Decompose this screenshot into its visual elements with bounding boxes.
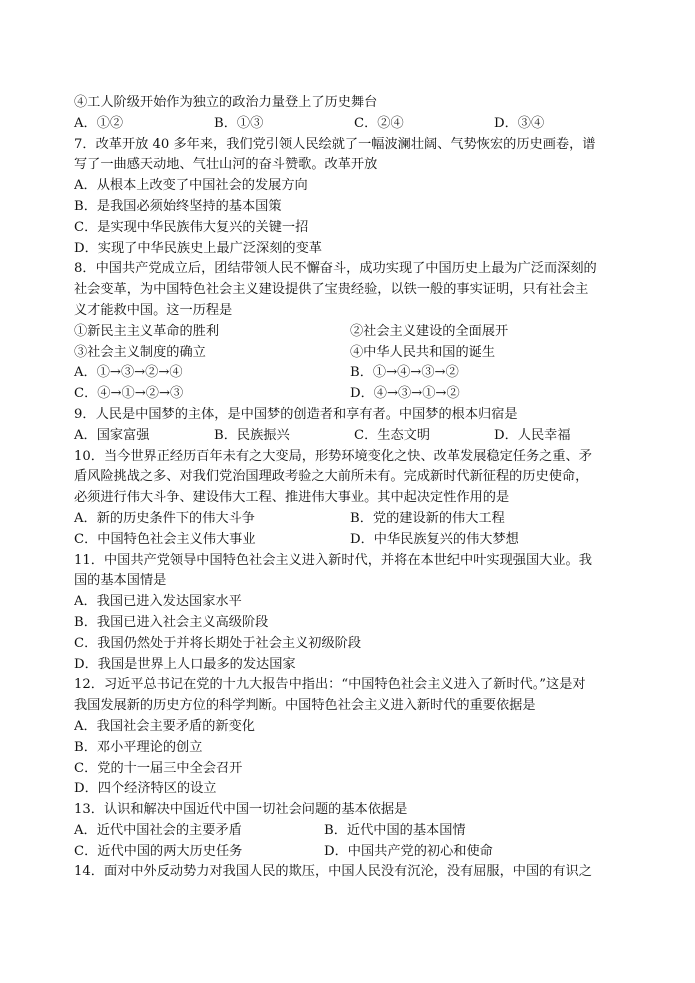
q11-option-a: A．我国已进入发达国家水平: [74, 594, 242, 610]
q7-option-a: A．从根本上改变了中国社会的发展方向: [74, 178, 308, 194]
q11-stem-line: 国的基本国情是: [74, 573, 167, 589]
q11-option-d: D．我国是世界上人口最多的发达国家: [74, 656, 296, 672]
q12-option-a: A．我国社会主要矛盾的新变化: [74, 718, 255, 734]
q8-option-d: D．④→③→①→②: [350, 386, 460, 402]
q7-option-d: D．实现了中华民族史上最广泛深刻的变革: [74, 240, 322, 256]
q9-option-c: C．生态文明: [354, 427, 431, 443]
q11-option-c: C．我国仍然处于并将长期处于社会主义初级阶段: [74, 635, 362, 651]
q8-item-1: ①新民主主义革命的胜利: [74, 323, 220, 339]
q10-option-d: D．中华民族复兴的伟大梦想: [350, 531, 519, 547]
q12-stem-line: 12．习近平总书记在党的十九大报告中指出：“中国特色社会主义进入了新时代。”这是对: [74, 677, 586, 693]
q6-option-d: D．③④: [494, 115, 545, 131]
q8-stem-line: 8．中国共产党成立后，团结带领人民不懈奋斗，成功实现了中国历史上最为广泛而深刻的: [74, 261, 597, 277]
q6-option-a: A．①②: [74, 115, 124, 131]
q13-stem-line: 13．认识和解决中国近代中国一切社会问题的基本依据是: [74, 802, 408, 818]
q7-stem-line: 7．改革开放 40 多年来，我们党引领人民绘就了一幅波澜壮阔、气势恢宏的历史画卷，谱: [74, 136, 596, 152]
q10-options-row: [74, 530, 634, 551]
q10-stem-line: 盾风险挑战之多、对我们党治国理政考验之大前所未有。完成新时代新征程的历史使命，: [74, 469, 589, 485]
q8-options-row: [74, 363, 634, 384]
q14-stem-line: 14．面对中外反动势力对我国人民的欺压，中国人民没有沉沦，没有屈服，中国的有识之: [74, 864, 592, 880]
q8-option-b: B．①→④→③→②: [350, 365, 459, 381]
q8-item-4: ④中华人民共和国的诞生: [350, 344, 496, 360]
q10-option-b: B．党的建设新的伟大工程: [350, 510, 505, 526]
q10-option-c: C．中国特色社会主义伟大事业: [74, 531, 256, 547]
q13-option-a: A．近代中国社会的主要矛盾: [74, 822, 242, 838]
q13-options-row: [74, 821, 634, 842]
q10-option-a: A．新的历史条件下的伟大斗争: [74, 510, 255, 526]
q6-option-b: B．①③: [214, 115, 264, 131]
q8-option-c: C．④→①→②→③: [74, 386, 184, 402]
q6-options: [74, 114, 634, 135]
q9-stem-line: 9．人民是中国梦的主体，是中国梦的创造者和享有者。中国梦的根本归宿是: [74, 406, 518, 422]
q10-options-row: [74, 509, 634, 530]
q7-option-c: C．是实现中华民族伟大复兴的关键一招: [74, 219, 309, 235]
q8-options-row: [74, 384, 634, 405]
q9-option-a: A．国家富强: [74, 427, 150, 443]
q10-stem-line: 10．当今世界正经历百年未有之大变局，形势环境变化之快、改革发展稳定任务之重、矛: [74, 448, 592, 464]
q9-option-b: B．民族振兴: [214, 427, 290, 443]
q6-item-4: ④工人阶级开始作为独立的政治力量登上了历史舞台: [74, 95, 378, 110]
q8-stem-line: 社会变革，为中国特色社会主义建设提供了宝贵经验，以铁一般的事实证明，只有社会主: [74, 282, 589, 298]
q11-stem-line: 11．中国共产党领导中国特色社会主义进入新时代，并将在本世纪中叶实现强国大业。我: [74, 552, 592, 568]
q6-option-c: C．②④: [354, 115, 404, 131]
q9-options: [74, 426, 634, 447]
q13-option-d: D．中国共产党的初心和使命: [324, 843, 493, 859]
q12-option-d: D．四个经济特区的设立: [74, 781, 217, 797]
q11-option-b: B．我国已进入社会主义高级阶段: [74, 614, 269, 630]
q13-option-c: C．近代中国的两大历史任务: [74, 843, 243, 859]
q8-items-row: [74, 322, 634, 343]
q8-option-a: A．①→③→②→④: [74, 365, 183, 381]
q9-option-d: D．人民幸福: [494, 427, 571, 443]
exam-content: [74, 93, 634, 883]
q8-stem-line: 义才能救中国。这一历程是: [74, 302, 233, 318]
q8-item-3: ③社会主义制度的确立: [74, 344, 206, 360]
q12-option-c: C．党的十一届三中全会召开: [74, 760, 243, 776]
q10-stem-line: 必须进行伟大斗争、建设伟大工程、推进伟大事业。其中起决定性作用的是: [74, 490, 510, 506]
q12-option-b: B．邓小平理论的创立: [74, 739, 203, 755]
q8-items-row: [74, 343, 634, 364]
q13-options-row: [74, 842, 634, 863]
q7-option-b: B．是我国必须始终坚持的基本国策: [74, 198, 282, 214]
q7-stem-line: 写了一曲感天动地、气壮山河的奋斗赞歌。改革开放: [74, 157, 378, 173]
q13-option-b: B．近代中国的基本国情: [324, 822, 466, 838]
q12-stem-line: 我国发展新的历史方位的科学判断。中国特色社会主义进入新时代的重要依据是: [74, 698, 536, 714]
q8-item-2: ②社会主义建设的全面展开: [350, 323, 509, 339]
